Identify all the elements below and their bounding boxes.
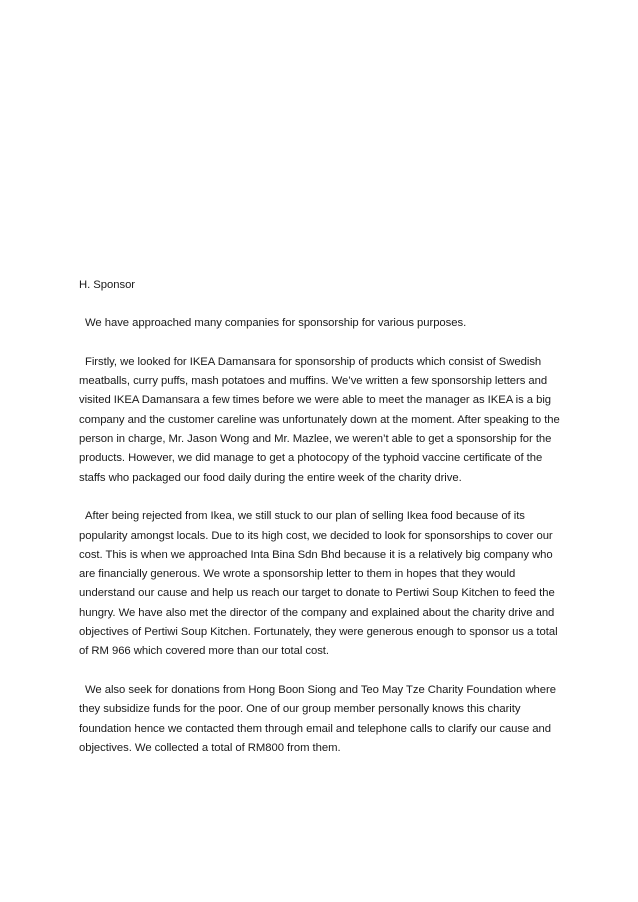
paragraph-intro: We have approached many companies for sponsorship for various purposes. [85,317,467,330]
paragraph-charity-foundation: We also seek for donations from Hong Boon Siong and Teo May Tze Charity Foundation where they subsidize funds for the poor. One of our group member personally knows this charity foundation hence we contacted them through email and telephone calls to clarify our cause and objectives. We collected a total of RM800 from them. [79,683,556,754]
section-heading: H. Sponsor [79,279,136,291]
paragraph-inta-bina: After being rejected from Ikea, we still stuck to our plan of selling Ikea food because of its popularity amongst locals. Due to its high cost, we decided to look for sponsorships to cover our cost. This is when we approached Inta Bina Sdn Bhd because it is a relatively big company who are financially generous. We wrote a sponsorship letter to them in hopes that they would understand our cause and help us reach our target to donate to Pertiwi Soup Kitchen to feed the hungry. We have also met the director of the company and explained about the charity drive and objectives of Pertiwi Soup Kitchen. Fortunately, they were generous enough to sponsor us a total of RM 966 which covered more than our total cost. [79,510,558,658]
document-body [79,276,565,777]
paragraph-ikea: Firstly, we looked for IKEA Damansara for sponsorship of products which consist of Swedish meatballs, curry puffs, mash potatoes and muffins. We’ve written a few sponsorship letters and visited IKEA Damansara a few times before we were able to meet the manager as IKEA is a big company and the customer careline was unfortunately down at the moment. After speaking to the person in charge, Mr. Jason Wong and Mr. Mazlee, we weren’t able to get a sponsorship for the products. However, we did manage to get a photocopy of the typhoid vaccine certificate of the staffs who packaged our food daily during the entire week of the charity drive. [79,355,560,484]
